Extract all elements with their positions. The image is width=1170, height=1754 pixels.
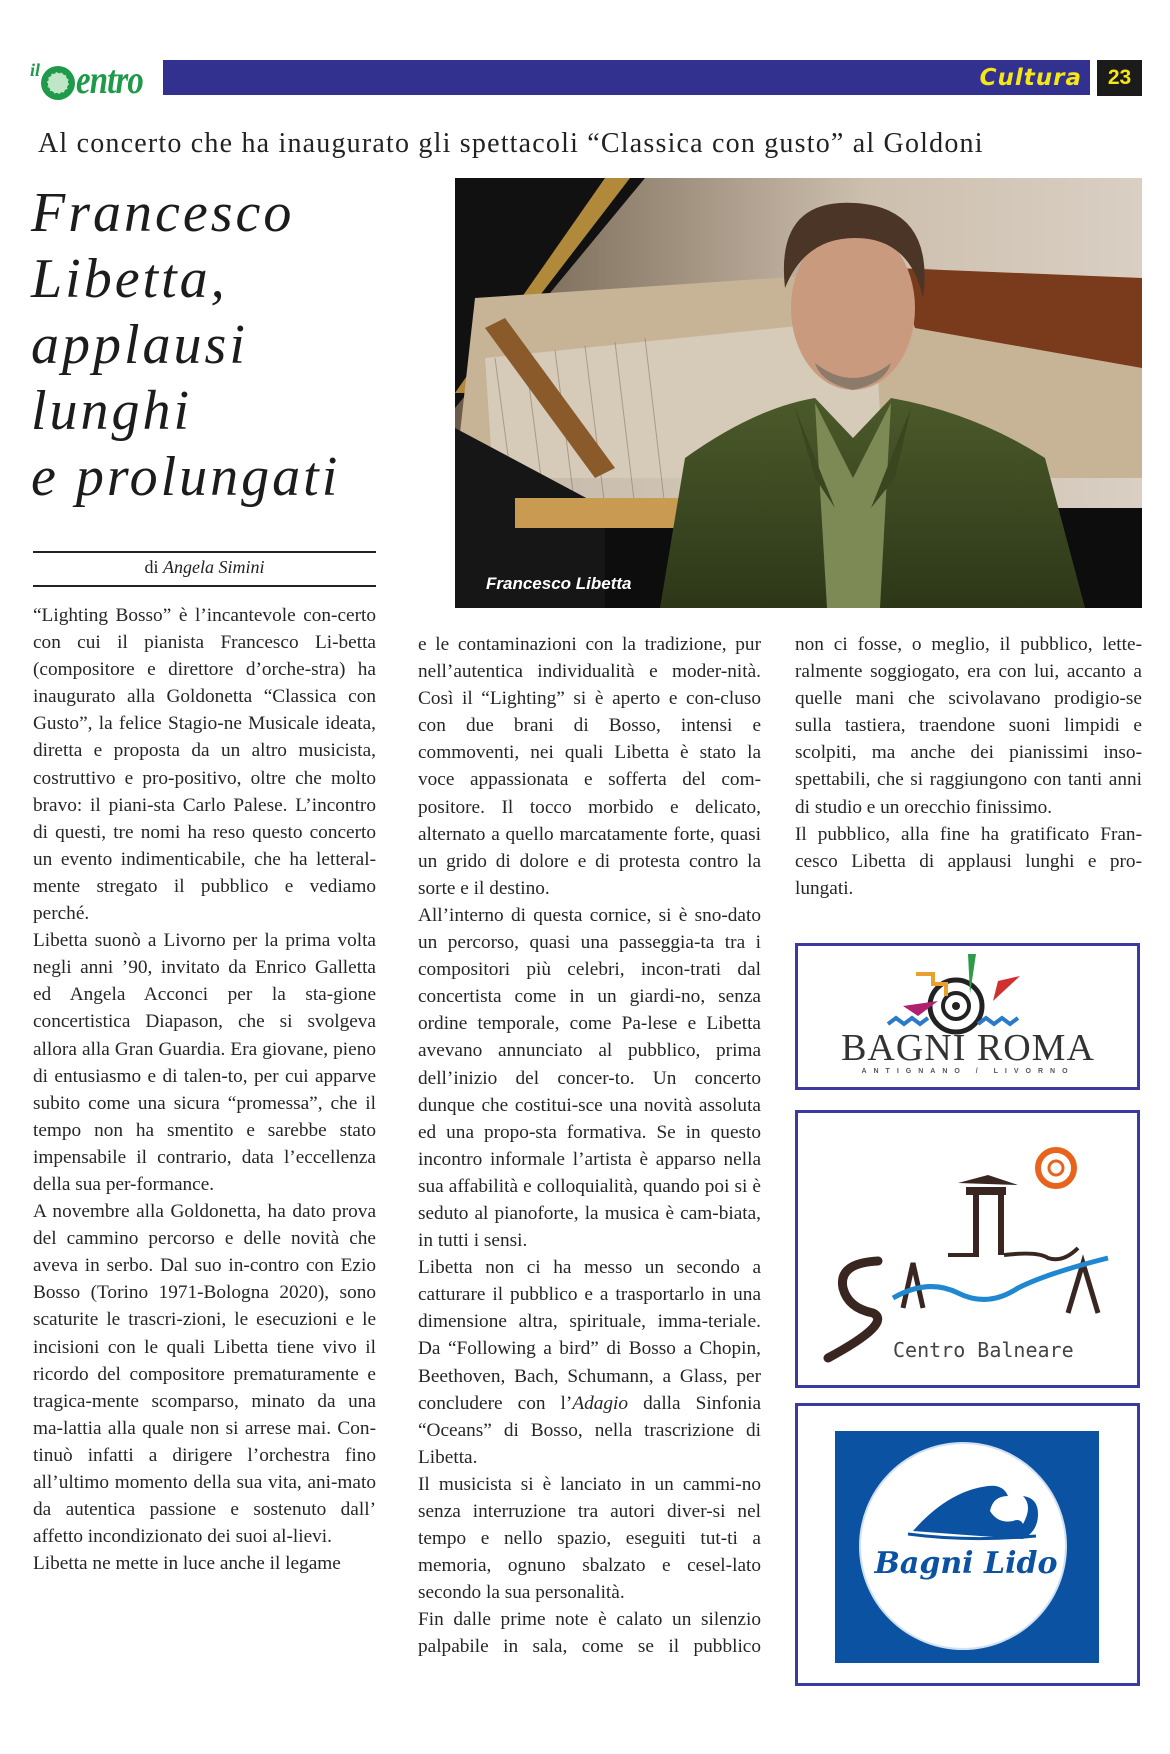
page-number: 23 bbox=[1097, 60, 1142, 96]
ad-sana-centro-balneare[interactable] bbox=[795, 1110, 1140, 1388]
paragraph-text: dalla Sinfonia “Oceans” di Bosso, nella trascrizione di Libetta. bbox=[418, 1392, 761, 1468]
paragraph: non ci fosse, o meglio, il pubblico, lette-ralmente soggiogato, era con lui, accanto a quelle mani che scivolavano prodigio-se sulla tastiera, traendone suoni limpidi e scolpiti, ma anche dei pianissimi inso-spettabili, che si raggiungono con tanti anni di studio e un orecchio finissimo. bbox=[795, 634, 1142, 818]
headline-line: Francesco bbox=[31, 182, 295, 244]
headline-line: Libetta, bbox=[31, 248, 228, 310]
article-column-2 bbox=[418, 631, 761, 1661]
ad-brand-subtitle: Centro Balneare bbox=[893, 1338, 1074, 1362]
headline-line: applausi bbox=[31, 314, 248, 376]
wave-icon bbox=[798, 1406, 1137, 1683]
kicker-subtitle: Al concerto che ha inaugurato gli spettacoli “Classica con gusto” al Goldoni bbox=[38, 128, 984, 159]
paragraph: Libetta suonò a Livorno per la prima volta negli anni ’90, invitato da Enrico Galletta ed Angela Acconci per la sta-gione concertistica Diapason, che si svolgeva allora alla Gran Guardia. Era giovane, pieno di entusiasmo e di talen-to, per cui apparve subito come una sicura “promessa”, che il tempo non ha smentito e sarebbe stato impensabile il contrario, data l’eccellenza della sua per-formance. bbox=[33, 930, 376, 1195]
headline-line: e prolungati bbox=[31, 446, 341, 508]
section-bar bbox=[163, 60, 1090, 95]
paragraph-text: Libetta non ci ha messo un secondo a catturare il pubblico e a trasportarlo in una dimensione altra, spirituale, imma-teriale. Da “Following a bird” di Bosso a Chopin, Beethoven, Bach, Schumann, a Glass, per concludere con l’ bbox=[418, 1257, 761, 1414]
pianist-photo-illustration bbox=[455, 178, 1142, 608]
byline bbox=[33, 557, 376, 578]
logo-wheel-icon bbox=[41, 66, 75, 100]
logo-word: entro bbox=[76, 57, 143, 102]
paragraph: Fin dalle prime note è calato un silenzio palpabile in sala, come se il pubblico bbox=[418, 1609, 761, 1658]
ad-bagni-lido[interactable] bbox=[795, 1403, 1140, 1686]
paragraph: Il pubblico, alla fine ha gratificato Fran-cesco Libetta di applausi lunghi e pro-lungati. bbox=[795, 823, 1142, 899]
byline-prefix: di bbox=[144, 557, 159, 577]
ad-brand-subtitle: ANTIGNANO / LIVORNO bbox=[861, 1068, 1075, 1075]
headline-line: lunghi bbox=[31, 380, 193, 442]
section-label: Cultura bbox=[979, 65, 1082, 91]
byline-rule-top bbox=[33, 551, 376, 553]
ad-brand-name: Bagni Lido bbox=[874, 1546, 1058, 1581]
byline-rule-bottom bbox=[33, 585, 376, 587]
article-photo bbox=[455, 178, 1142, 608]
ad-brand-name: BAGNI ROMA bbox=[841, 1027, 1095, 1069]
newspaper-logo bbox=[30, 56, 158, 100]
photo-caption: Francesco Libetta bbox=[486, 574, 632, 593]
paragraph: Libetta ne mette in luce anche il legame bbox=[33, 1553, 341, 1575]
paragraph: “Lighting Bosso” è l’incantevole con-certo con cui il pianista Francesco Li-betta (compositore e direttore d’orche-stra) ha inaugurato alla Goldonetta “Classica con Gusto”, la felice Stagio-ne Musicale ideata, diretta e proposta da un altro musicista, costruttivo e pro-positivo, oltre che molto bravo: il piani-sta Carlo Palese. L’incontro di questi, tre nomi ha reso questo concerto un evento indimenticabile, che ha letteral-mente stregato il pubblico e vediamo perché. bbox=[33, 605, 376, 925]
paragraph: e le contaminazioni con la tradizione, pur nell’autentica individualità e moder-nità. Così il “Lighting” si è aperto e con-cluso con due brani di Bosso, intensi e commoventi, nei quali Libetta è stato la voce appassionata e sofferta del com-positore. Il tocco morbido e delicato, alternato a quello marcatamente forte, quasi un grido di dolore e di protesta contro la sorte e il destino. bbox=[418, 634, 761, 899]
article-column-1 bbox=[33, 602, 376, 1577]
headline bbox=[31, 180, 451, 510]
paragraph bbox=[418, 1254, 761, 1471]
paragraph: A novembre alla Goldonetta, ha dato prova del cammino percorso e delle novità che aveva in serbo. Dal suo in-contro con Ezio Bosso (Torino 1971-Bologna 2020), sono scaturite le trascri-zioni, le esecuzioni e le incisioni con le quali Libetta tiene vivo il ricordo del compositore prematuramente e tragica-mente scomparso, minato da una ma-lattia alla quale non si arrese mai. Con-tinuò infatti a dirigere l’orchestra fino all’ultimo momento della sua vita, ani-mato da autentica passione e sostenuto dall’ affetto incondizionato dei suoi al-lievi. bbox=[33, 1201, 376, 1548]
article-column-3 bbox=[795, 631, 1142, 902]
logo-prefix: il bbox=[30, 60, 41, 80]
byline-author: Angela Simini bbox=[163, 557, 265, 577]
work-title-italic: Adagio bbox=[572, 1392, 629, 1414]
ad-bagni-roma[interactable] bbox=[795, 943, 1140, 1090]
paragraph: All’interno di questa cornice, si è sno-dato un percorso, quasi una passeggia-ta tra i compositori più celebri, incon-trati dal concertista come in un giardi-no, senza ordine temporale, come Pa-lese e Libetta avevano annunciato al pubblico, prima dell’inizio del concer-to. Un concerto dunque che costitui-sce una novità assoluta ed una propo-sta formativa. Se in questo incontro informale l’artista è apparso nella sua affabilità e colloquialità, quando poi si è seduto al pianoforte, la musica è cam-biata, in tutti i sensi. bbox=[418, 904, 761, 1252]
paragraph: Il musicista si è lanciato in un cammi-no senza interruzione tra autori diver-si nel tempo e nello spazio, eseguiti tut-ti a memoria, ognuno sbalzato e cesel-lato secondo la sua personalità. bbox=[418, 1473, 761, 1604]
